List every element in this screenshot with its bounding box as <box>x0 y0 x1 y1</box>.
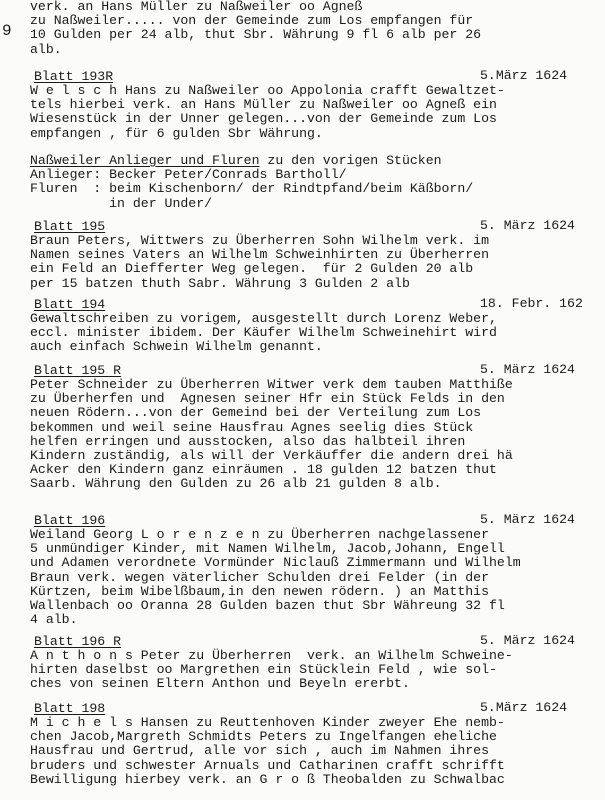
entry-blatt-196r <box>30 633 601 692</box>
text-line: bekommen und weil seine Hausfrau Agnes seelig dies Stück <box>30 419 474 435</box>
blatt-label: Blatt 195 <box>34 219 106 234</box>
entry-date: 5. März 1624 <box>480 512 575 527</box>
text-line: 4 alb. <box>30 612 78 628</box>
text-line: zu Naßweiler..... von der Gemeinde zum Los empfangen für <box>30 13 474 29</box>
entry-date: 5. März 1624 <box>480 218 575 233</box>
text-line: und Adamen verordnete Vormünder Niclauß Zimmermann und Wilhelm <box>30 555 521 571</box>
blatt-label: Blatt 195 R <box>34 363 122 378</box>
text-line: eccl. minister ibidem. Der Käufer Wilhelm Schweinehirt wird <box>30 325 497 341</box>
entry-blatt-193r <box>30 68 601 141</box>
text-line: Kindern zuständig, als will der Verkäuffer die andern drei hä <box>30 447 513 463</box>
entry-blatt-195 <box>30 218 601 291</box>
text-line: tels hierbei verk. an Hans Müller zu Naßweiler oo Agneß ein <box>30 97 497 113</box>
text-line: zu Überherfen und Agnesen seiner Hfr ein Stück Felds in den <box>30 391 505 407</box>
continuation-paragraph <box>30 0 601 57</box>
entry-blatt-198 <box>30 700 601 787</box>
text-line: ches von seinen Eltern Anthon und Beyeln ererbt. <box>30 676 410 692</box>
text-line: chen Jacob,Margreth Schmidts Peters zu Ingelfangen eheliche <box>30 729 497 745</box>
text-line: Braun Peters, Wittwers zu Überherren Sohn Wilhelm verk. im <box>30 233 489 248</box>
text-line: per 15 batzen thuth Sabr. Währung 3 Gulden 2 alb <box>30 275 410 291</box>
entry-blatt-196 <box>30 512 601 627</box>
blatt-label: Blatt 198 <box>34 701 106 716</box>
anlieger-section <box>30 154 601 211</box>
text-line: Acker den Kindern ganz einräumen . 18 gulden 12 batzen thut <box>30 462 497 478</box>
entry-date: 5.März 1624 <box>480 68 568 83</box>
text-line: W e l s c h Hans zu Naßweiler oo Appolonia crafft Gewaltzet- <box>30 83 505 98</box>
text-line: verk. an Hans Müller zu Naßweiler oo Agneß <box>30 0 363 14</box>
section-heading-underlined: Naßweiler Anlieger und Fluren <box>30 153 260 168</box>
blatt-label: Blatt 193R <box>34 69 114 84</box>
text-line: Bewilligung hierbey verk. an G r o ß Theobalden zu Schwalbac <box>30 771 505 787</box>
text-line: M i c h e l s Hansen zu Reuttenhoven Kinder zweyer Ehe nemb- <box>30 715 505 730</box>
text-line: Wiesenstück in der Unner gelegen...von der Gemeinde zum Los <box>30 111 497 127</box>
text-line: helfen erringen und ausstocken, also das halbteil ihren <box>30 433 466 449</box>
blatt-label: Blatt 196 R <box>34 634 122 649</box>
text-line: Braun verk. wegen väterlicher Schulden drei Felder (in der <box>30 569 489 585</box>
text-line: Namen seines Vaters an Wilhelm Schweinhirten zu Überherren <box>30 247 489 263</box>
text-line: neuen Rödern...von der Gemeind bei der Verteilung zum Los <box>30 405 482 421</box>
entry-date: 18. Febr. 162 <box>480 296 583 311</box>
text-line: Peter Schneider zu Überherren Witwer verk dem tauben Matthiße <box>30 377 513 392</box>
text-line: Kürtzen, beim Wibelßbaum,in den newen rödern. ) an Matthis <box>30 583 489 599</box>
text-line: alb. <box>30 41 62 57</box>
entry-blatt-195r <box>30 362 601 492</box>
text-line: hirten daselbst oo Margrethen ein Stücklein Feld , wie sol- <box>30 662 497 678</box>
text-line: Weiland Georg L o r e n z e n zu Überherren nachgelassener <box>30 527 489 542</box>
entry-date: 5. März 1624 <box>480 362 575 377</box>
text-line: 10 Gulden per 24 alb, thut Sbr. Währung 9 fl 6 alb per 26 <box>30 27 482 43</box>
text-line: 5 unmündiger Kinder, mit Namen Wilhelm, Jacob,Johann, Engell <box>30 541 505 557</box>
text-line: Anlieger: Becker Peter/Conrads Bartholl/ <box>30 167 347 183</box>
entry-blatt-194 <box>30 296 601 355</box>
section-heading <box>30 154 601 168</box>
text-line: auch einfach Schwein Wilhelm genannt. <box>30 339 323 355</box>
text-line: empfangen , für 6 gulden Sbr Währung. <box>30 125 323 141</box>
text-line: ein Feld an Diefferter Weg gelegen. für 2 Gulden 20 alb <box>30 261 474 277</box>
section-heading-rest: zu den vorigen Stücken <box>259 153 442 168</box>
text-line: Saarb. Währung den Gulden zu 26 alb 21 gulden 8 alb. <box>30 476 442 492</box>
entry-date: 5. März 1624 <box>480 633 575 648</box>
text-line: bruders und schwester Arnuals und Catharinen crafft schrifft <box>30 757 505 773</box>
entry-date: 5.März 1624 <box>480 700 568 715</box>
text-line: A n t h o n s Peter zu Überherren verk. an Wilhelm Schweine- <box>30 648 513 663</box>
text-line: Hausfrau und Gertrud, alle vor sich , auch im Nahmen ihres <box>30 743 489 759</box>
text-line: Gewaltschreiben zu vorigem, ausgestellt durch Lorenz Weber, <box>30 311 497 326</box>
blatt-label: Blatt 194 <box>34 297 106 312</box>
text-line: in der Under/ <box>30 195 213 211</box>
blatt-label: Blatt 196 <box>34 513 106 528</box>
margin-mark: 9 <box>2 22 12 40</box>
text-line: Wallenbach oo Oranna 28 Gulden bazen thut Sbr Währeung 32 fl <box>30 597 505 613</box>
text-line: Fluren : beim Kischenborn/ der Rindtpfand/beim Käßborn/ <box>30 181 474 197</box>
